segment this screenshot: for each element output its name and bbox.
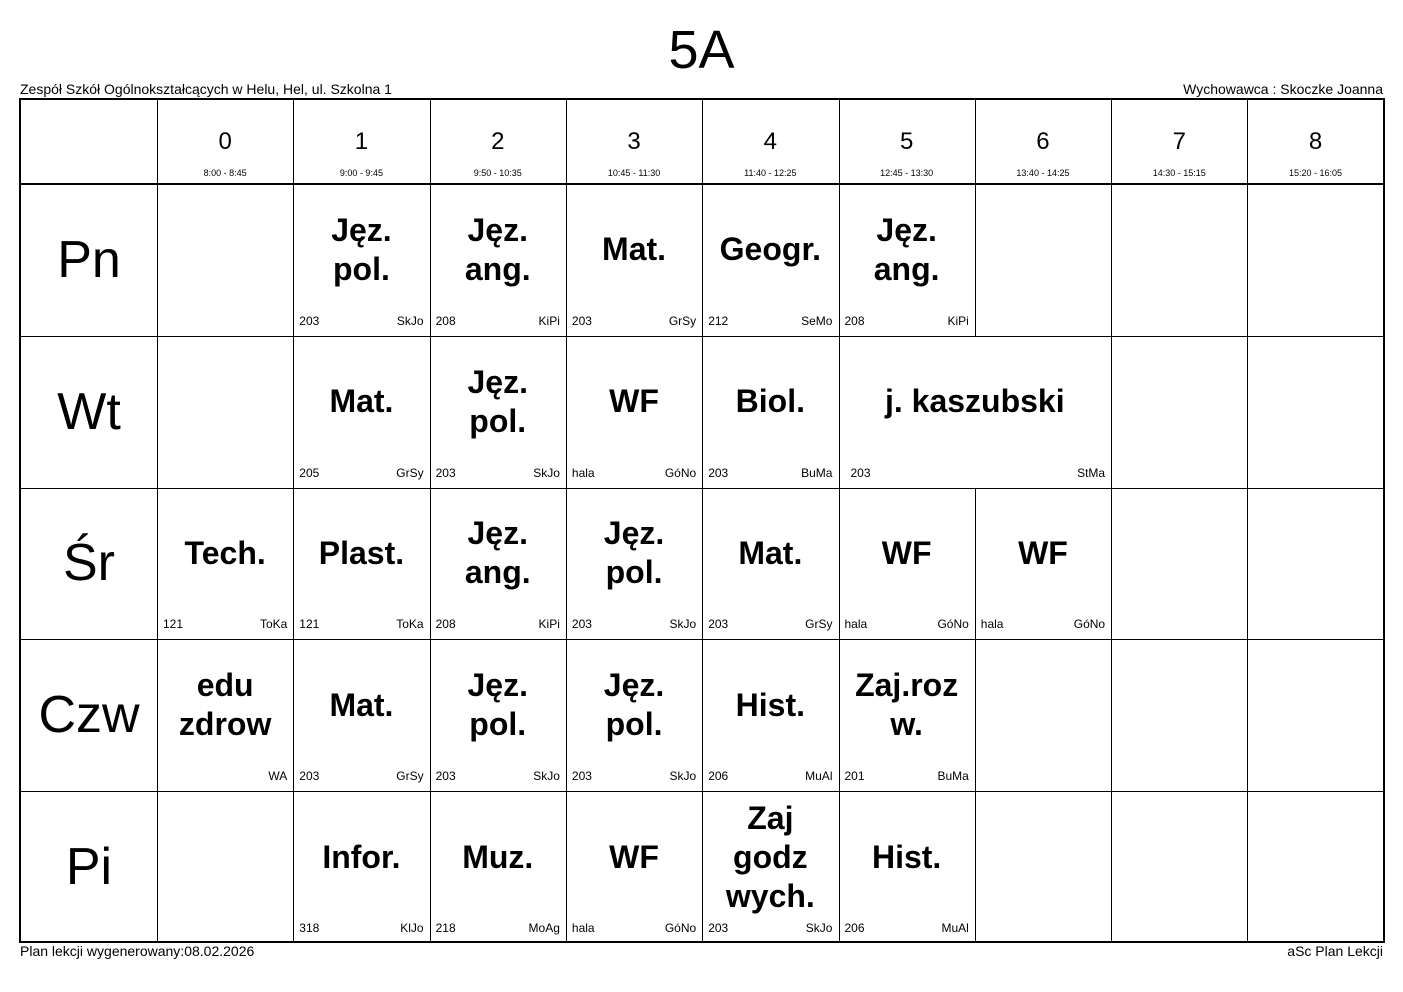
grid-line-vertical: [839, 791, 840, 943]
period-number: 6: [1036, 128, 1050, 155]
period-number: 1: [354, 128, 369, 155]
lesson-room: hala: [844, 617, 868, 632]
grid-line-vertical: [430, 488, 431, 640]
period-number: 8: [1308, 128, 1323, 155]
lesson-cell: [293, 488, 429, 640]
lesson-teacher: KiPi: [947, 313, 969, 328]
grid-line-vertical: [975, 100, 976, 184]
lesson-subject: Muz.: [462, 838, 534, 875]
period-time: 14:30 - 15:15: [1152, 168, 1206, 178]
lesson-subject: Infor.: [322, 838, 401, 875]
lesson-room: 208: [435, 313, 456, 328]
lesson-subject: Mat.: [602, 231, 667, 268]
day-label: Pn: [57, 230, 121, 289]
period-time: 9:50 - 10:35: [473, 168, 522, 178]
lesson-teacher: StMa: [1077, 465, 1106, 480]
lesson-subject: WF: [609, 838, 659, 875]
grid-line-vertical: [975, 639, 976, 791]
grid-line-vertical: [430, 336, 431, 488]
grid-line-vertical: [293, 100, 294, 184]
lesson-room: hala: [980, 617, 1004, 632]
lesson-cell: [293, 184, 429, 336]
period-time: 8:00 - 8:45: [203, 168, 247, 178]
lesson-teacher: ToKa: [396, 617, 424, 632]
lesson-room: 206: [708, 769, 729, 784]
timetable-grid: [19, 98, 1385, 943]
period-header: [702, 100, 838, 184]
lesson-cell: [839, 184, 975, 336]
lesson-room: 121: [299, 617, 320, 632]
period-time: 13:40 - 14:25: [1016, 168, 1070, 178]
day-label: Śr: [63, 534, 115, 593]
lesson-room: 203: [708, 617, 729, 632]
grid-line-vertical: [1247, 336, 1248, 488]
lesson-cell: [566, 336, 702, 488]
lesson-room: 206: [844, 920, 865, 935]
period-header: [293, 100, 429, 184]
day-label: Czw: [38, 686, 140, 745]
lesson-room: 201: [844, 769, 865, 784]
grid-line-vertical: [566, 100, 567, 184]
lesson-subject: WF: [881, 534, 932, 571]
period-number: 4: [763, 128, 778, 155]
grid-line-vertical: [566, 336, 567, 488]
grid-line-horizontal: [21, 336, 1383, 337]
lesson-room: hala: [571, 465, 595, 480]
lesson-teacher: GrSy: [668, 313, 697, 328]
lesson-cell: [157, 488, 293, 640]
lesson-subject: Zaj.roz w.: [855, 667, 959, 743]
lesson-subject: Tech.: [184, 534, 266, 571]
lesson-teacher: GóNo: [937, 617, 969, 632]
grid-line-vertical: [1247, 791, 1248, 943]
lesson-teacher: SkJo: [533, 769, 560, 784]
period-number: 7: [1172, 128, 1186, 155]
lesson-subject: Hist.: [871, 838, 942, 875]
grid-line-vertical: [430, 184, 431, 336]
lesson-subject: Mat.: [738, 534, 803, 571]
lesson-room: 203: [708, 465, 729, 480]
lesson-subject: Jęz. pol.: [467, 363, 528, 439]
period-header: [1247, 100, 1383, 184]
lesson-cell: [566, 184, 702, 336]
lesson-subject: edu zdrow: [178, 667, 272, 743]
lesson-cell: [430, 639, 566, 791]
period-header: [566, 100, 702, 184]
lesson-room: 203: [435, 465, 456, 480]
lesson-room: 203: [571, 769, 592, 784]
period-header: [975, 100, 1111, 184]
lesson-room: 212: [708, 313, 729, 328]
grid-line-horizontal: [21, 791, 1383, 792]
grid-line-vertical: [975, 488, 976, 640]
lesson-teacher: GrSy: [805, 617, 833, 632]
school-name: Zespół Szkół Ogólnokształcących w Helu, Hel, ul. Szkolna 1: [20, 81, 392, 97]
grid-line-vertical: [1247, 100, 1248, 184]
lesson-subject: Jęz. pol.: [603, 515, 665, 591]
lesson-teacher: SkJo: [669, 617, 697, 632]
grid-line-vertical: [1247, 184, 1248, 336]
lesson-subject: Jęz. pol.: [331, 211, 392, 287]
lesson-teacher: MuAl: [941, 920, 969, 935]
grid-line-vertical: [839, 639, 840, 791]
grid-line-vertical: [293, 639, 294, 791]
grid-line-vertical: [975, 184, 976, 336]
software-credit: aSc Plan Lekcji: [1287, 943, 1383, 959]
grid-line-vertical: [430, 791, 431, 943]
grid-line-vertical: [157, 184, 158, 941]
lesson-room: 203: [571, 617, 592, 632]
grid-line-horizontal: [21, 183, 1383, 185]
grid-line-vertical: [157, 100, 158, 184]
period-number: 2: [491, 128, 505, 155]
grid-line-vertical: [566, 791, 567, 943]
grid-line-vertical: [1111, 184, 1112, 336]
grid-line-vertical: [839, 100, 840, 184]
lesson-cell: [702, 184, 838, 336]
lesson-room: 318: [299, 920, 320, 935]
lesson-subject: Mat.: [329, 686, 394, 723]
lesson-teacher: GóNo: [664, 920, 697, 935]
lesson-subject: Jęz. ang.: [873, 211, 940, 287]
lesson-teacher: MoAg: [528, 920, 560, 935]
lesson-subject: Jęz. pol.: [467, 667, 528, 743]
lesson-cell: [839, 336, 1112, 488]
lesson-cell: [566, 488, 702, 640]
lesson-room: 203: [435, 769, 456, 784]
lesson-teacher: BuMa: [801, 465, 833, 480]
lesson-room: 205: [299, 465, 320, 480]
period-time: 12:45 - 13:30: [880, 168, 934, 178]
grid-line-vertical: [702, 100, 703, 184]
grid-line-vertical: [293, 336, 294, 488]
lesson-subject: Biol.: [735, 383, 805, 420]
lesson-teacher: ToKa: [259, 617, 288, 632]
grid-line-vertical: [702, 488, 703, 640]
grid-line-vertical: [293, 791, 294, 943]
lesson-teacher: GóNo: [664, 465, 697, 480]
lesson-teacher: SkJo: [805, 920, 833, 935]
class-title: 5A: [668, 20, 735, 80]
lesson-subject: Zaj godz wych.: [725, 799, 815, 914]
lesson-teacher: SkJo: [669, 769, 697, 784]
lesson-cell: [975, 488, 1111, 640]
period-header: [430, 100, 566, 184]
period-number: 0: [218, 128, 232, 155]
lesson-cell: [702, 488, 838, 640]
grid-line-vertical: [702, 184, 703, 336]
lesson-room: 218: [435, 920, 456, 935]
period-header: [839, 100, 975, 184]
lesson-room: 121: [163, 617, 184, 632]
lesson-teacher: MuAl: [805, 769, 833, 784]
lesson-cell: [157, 639, 293, 791]
lesson-teacher: GóNo: [1073, 617, 1106, 632]
grid-line-vertical: [566, 184, 567, 336]
lesson-cell: [839, 639, 975, 791]
grid-line-horizontal: [21, 639, 1383, 640]
lesson-teacher: WA: [268, 769, 288, 784]
lesson-subject: Mat.: [329, 383, 394, 420]
grid-line-vertical: [975, 791, 976, 943]
lesson-cell: [702, 336, 838, 488]
lesson-cell: [839, 791, 975, 943]
lesson-cell: [702, 791, 838, 943]
lesson-room: 203: [708, 920, 729, 935]
lesson-subject: WF: [609, 383, 659, 420]
lesson-cell: [430, 184, 566, 336]
lesson-teacher: KlJo: [400, 920, 424, 935]
period-time: 11:40 - 12:25: [744, 168, 797, 178]
period-header: [1111, 100, 1247, 184]
homeroom-teacher: Wychowawca : Skoczke Joanna: [1183, 81, 1383, 97]
lesson-teacher: SkJo: [533, 465, 560, 480]
period-time: 15:20 - 16:05: [1289, 168, 1343, 178]
period-header: [157, 100, 293, 184]
grid-line-vertical: [430, 100, 431, 184]
day-label: Wt: [57, 382, 121, 441]
grid-line-vertical: [1247, 639, 1248, 791]
lesson-room: hala: [571, 920, 595, 935]
lesson-cell: [839, 488, 975, 640]
grid-line-vertical: [839, 184, 840, 336]
lesson-cell: [566, 639, 702, 791]
day-label: Pi: [65, 838, 113, 897]
grid-line-vertical: [1111, 336, 1112, 488]
lesson-teacher: SeMo: [801, 313, 833, 328]
grid-line-vertical: [1111, 791, 1112, 943]
lesson-teacher: KiPi: [538, 313, 560, 328]
lesson-cell: [430, 791, 566, 943]
lesson-cell: [702, 639, 838, 791]
grid-line-vertical: [1111, 488, 1112, 640]
lesson-room: 203: [299, 313, 320, 328]
grid-line-vertical: [702, 336, 703, 488]
period-time: 9:00 - 9:45: [339, 168, 383, 178]
grid-line-vertical: [293, 184, 294, 336]
grid-line-vertical: [839, 336, 840, 488]
lesson-teacher: BuMa: [937, 769, 969, 784]
lesson-cell: [293, 639, 429, 791]
lesson-subject: Jęz. ang.: [464, 515, 531, 591]
grid-line-vertical: [566, 488, 567, 640]
lesson-room: 208: [435, 617, 456, 632]
lesson-subject: Geogr.: [719, 231, 822, 268]
grid-line-vertical: [566, 639, 567, 791]
lesson-subject: Plast.: [318, 534, 405, 571]
period-time: 10:45 - 11:30: [607, 168, 661, 178]
grid-line-vertical: [702, 639, 703, 791]
lesson-room: 203: [850, 465, 871, 480]
period-number: 5: [899, 128, 914, 155]
grid-line-vertical: [839, 488, 840, 640]
lesson-room: 208: [844, 313, 865, 328]
lesson-subject: Hist.: [735, 686, 805, 723]
lesson-subject: Jęz. ang.: [464, 211, 531, 287]
lesson-subject: Jęz. pol.: [603, 667, 665, 743]
grid-line-vertical: [430, 639, 431, 791]
grid-line-horizontal: [21, 488, 1383, 489]
lesson-teacher: SkJo: [396, 313, 424, 328]
lesson-teacher: KiPi: [538, 617, 560, 632]
lesson-room: 203: [299, 769, 320, 784]
grid-line-vertical: [1111, 639, 1112, 791]
grid-line-vertical: [1247, 488, 1248, 640]
lesson-teacher: GrSy: [396, 769, 424, 784]
period-number: 3: [627, 128, 641, 155]
lesson-subject: j. kaszubski: [884, 383, 1065, 420]
lesson-cell: [566, 791, 702, 943]
grid-line-vertical: [1111, 100, 1112, 184]
grid-line-vertical: [293, 488, 294, 640]
lesson-cell: [430, 488, 566, 640]
generated-date: Plan lekcji wygenerowany:08.02.2026: [20, 943, 255, 959]
lesson-cell: [430, 336, 566, 488]
lesson-teacher: GrSy: [396, 465, 424, 480]
grid-line-vertical: [702, 791, 703, 943]
lesson-cell: [293, 791, 429, 943]
lesson-room: 203: [571, 313, 592, 328]
lesson-subject: WF: [1018, 534, 1068, 571]
lesson-cell: [293, 336, 429, 488]
